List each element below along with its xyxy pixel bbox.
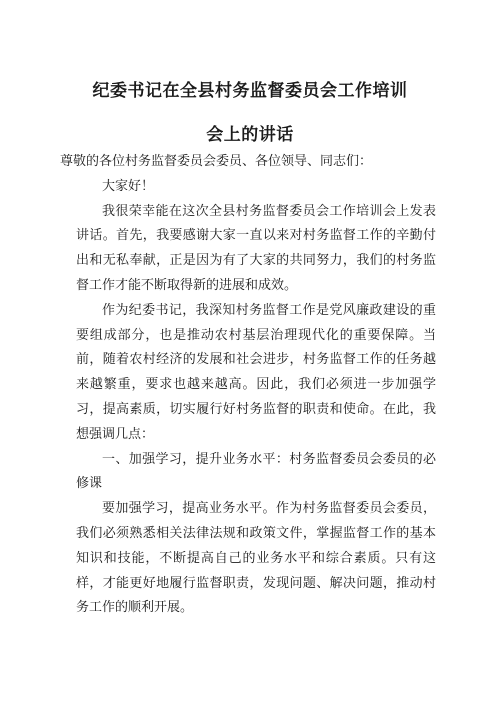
section-heading-1: 一、加强学习，提升业务水平：村务监督委员会委员的必修课: [76, 451, 436, 492]
document-title-line-2: 会上的讲话: [206, 125, 294, 145]
salutation: 大家好！: [102, 178, 155, 194]
paragraph-role: 作为纪委书记，我深知村务监督工作是党风廉政建设的重要组成部分，也是推动农村基层治理现代化的重要保障。当前，随着农村经济的发展和社会进步，村务监督工作的任务越来越繁重，要求也越来越高。因此，我们必须进一步加强学习，提高素质，切实履行好村务监督的职责和使命。在此，我想强调几点：: [76, 302, 436, 442]
document-body: [60, 150, 436, 621]
paragraph-intro: 我很荣幸能在这次全县村务监督委员会工作培训会上发表讲话。首先，我要感谢大家一直以来对村务监督工作的辛勤付出和无私奉献，正是因为有了大家的共同努力，我们的村务监督工作才能不断取得新的进展和成效。: [76, 203, 436, 293]
paragraph-study: 要加强学习，提高业务水平。作为村务监督委员会委员，我们必须熟悉相关法律法规和政策文件，掌握监督工作的基本知识和技能，不断提高自己的业务水平和综合素质。只有这样，才能更好地履行监督职责，发现问题、解决问题，推动村务工作的顺利开展。: [76, 501, 436, 616]
greeting: 尊敬的各位村务监督委员会委员、各位领导、同志们：: [60, 154, 373, 169]
document-title-line-1: 纪委书记在全县村务监督委员会工作培训: [92, 81, 408, 101]
